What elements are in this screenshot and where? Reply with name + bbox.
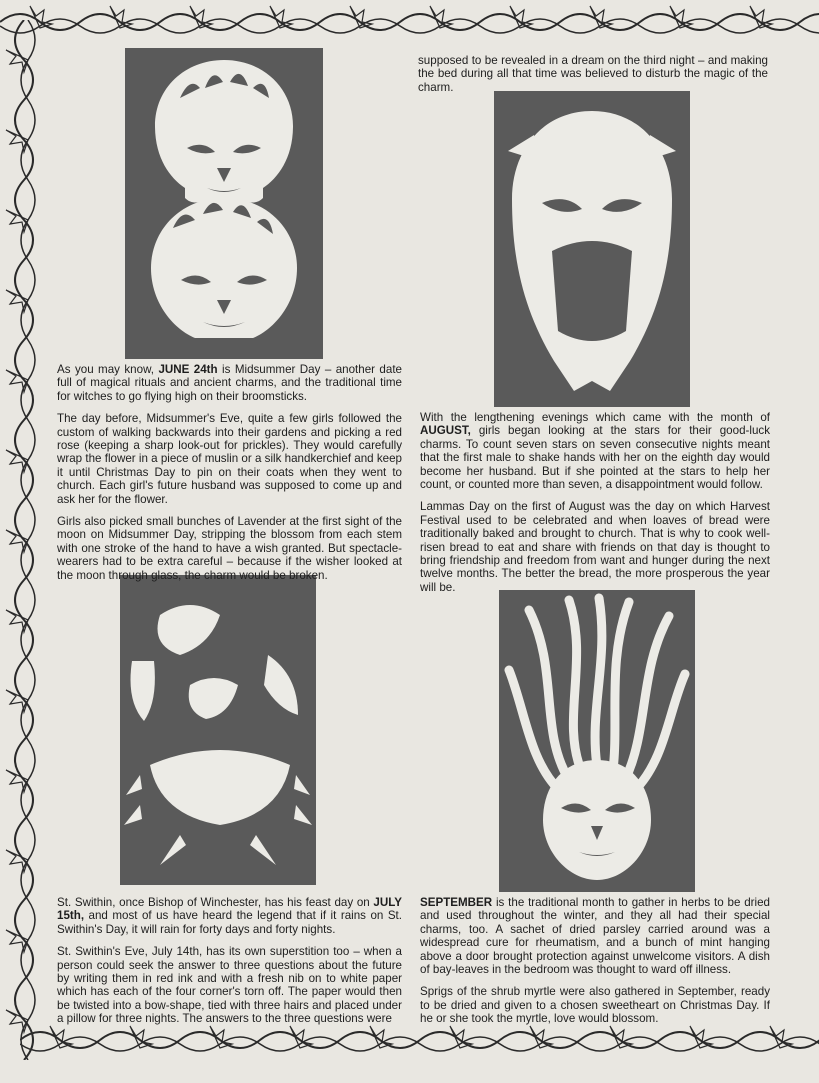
september-paragraph-2: Sprigs of the shrub myrtle were also gathered in September, ready to be dried and given to a chosen sweetheart on Christmas Day. If he or she took the myrtle, love would blossom. xyxy=(420,985,770,1026)
august-heading: AUGUST, xyxy=(420,424,471,438)
vine-border-top xyxy=(0,0,819,40)
text-span: is the traditional month to gather in herbs to be dried and used throughout the winter, and they all had their special charms, too. A sachet of dried parsley carried around was a widespread cure for rheumatism, and a bunch of mint hanging above a door brought protection against unwelcome visitors. A dish of bay-leaves in the bedroom was thought to ward off illness. xyxy=(420,896,770,977)
swithin-paragraph-2: St. Swithin's Eve, July 14th, has its own superstition too – when a person could seek the answer to three questions about the future by writing them in red ink and with a fresh nib on to white paper which has each of the four corner's torn off. The paper would then be twisted into a bow-shape, tied with three hairs and placed under a pillow for three nights. The answers to the three questions were xyxy=(57,945,402,1026)
crab-icon xyxy=(120,575,316,885)
text-span: St. Swithin, once Bishop of Winchester, has his feast day on xyxy=(57,896,374,909)
twin-faces-icon xyxy=(125,48,323,359)
midsummer-paragraph-3: Girls also picked small bunches of Lavender at the first sight of the moon on Midsummer Day, stripping the blossom from each stem with one stroke of the hand to have a wish granted. But spectacle-wearers had to be extra careful – because if the wisher looked at the moon through glass, the charm would be broken. xyxy=(57,515,402,582)
september-paragraph-1 xyxy=(420,896,770,976)
midsummer-paragraph-1 xyxy=(57,363,402,403)
swithin-paragraph-1 xyxy=(57,896,402,936)
virgo-illustration xyxy=(499,590,695,892)
midsummer-paragraph-2: The day before, Midsummer's Eve, quite a few girls followed the custom of walking backwards into their gardens and picking a red rose (keeping a sharp look-out for prickles). They would carefully wrap the flower in a piece of muslin or a silk handkerchief and keep it until Christmas Day to pin on their coats when they went to church. Each girl's future husband was supposed to come up and ask her for the flower. xyxy=(57,412,402,506)
text-span: As you may know, xyxy=(57,363,159,376)
lion-head-icon xyxy=(494,91,690,407)
text-span: With the lengthening evenings which came with the month of xyxy=(420,411,770,424)
september-article xyxy=(420,896,770,1035)
swithin-continuation xyxy=(418,54,768,103)
july-15th-heading: JULY 15th, xyxy=(57,896,402,923)
cancer-illustration xyxy=(120,575,316,885)
swithin-article xyxy=(57,896,402,1035)
text-span: girls began looking at the stars for their good-luck charms. To count seven stars on seven consecutive nights meant that the first male to shake hands with her on the eighth day would become her husband. But if she pointed at the stars to help her count, or counted more than seven, a disappointment would follow. xyxy=(420,424,770,492)
september-heading: SEPTEMBER xyxy=(420,896,493,909)
august-article xyxy=(420,411,770,603)
leo-illustration xyxy=(494,91,690,407)
gemini-illustration xyxy=(125,48,323,359)
text-span: is Midsummer Day – another date full of magical rituals and ancient charms, and the traditional time for witches to go flying high on their broomsticks. xyxy=(57,363,402,403)
vine-border-left xyxy=(0,20,46,1060)
june-24th-heading: JUNE 24th xyxy=(158,363,218,376)
continuation-paragraph: supposed to be revealed in a dream on the third night – and making the bed during all that time was believed to disturb the magic of the charm. xyxy=(418,54,768,94)
text-span: and most of us have heard the legend that if it rains on St. Swithin's Day, it will rain for forty days and forty nights. xyxy=(57,909,402,936)
maiden-face-icon xyxy=(499,590,695,892)
midsummer-article xyxy=(57,363,402,591)
august-paragraph-2: Lammas Day on the first of August was the day on which Harvest Festival used to be celebrated and when loaves of bread were traditionally baked and brought to church. That is why to cook well-risen bread to eat and share with friends on that day is thought to bring friendship and freedom from want and hunger during the next twelve months. The better the bread, the more prosperous the year will be. xyxy=(420,500,770,594)
august-paragraph-1 xyxy=(420,411,770,491)
